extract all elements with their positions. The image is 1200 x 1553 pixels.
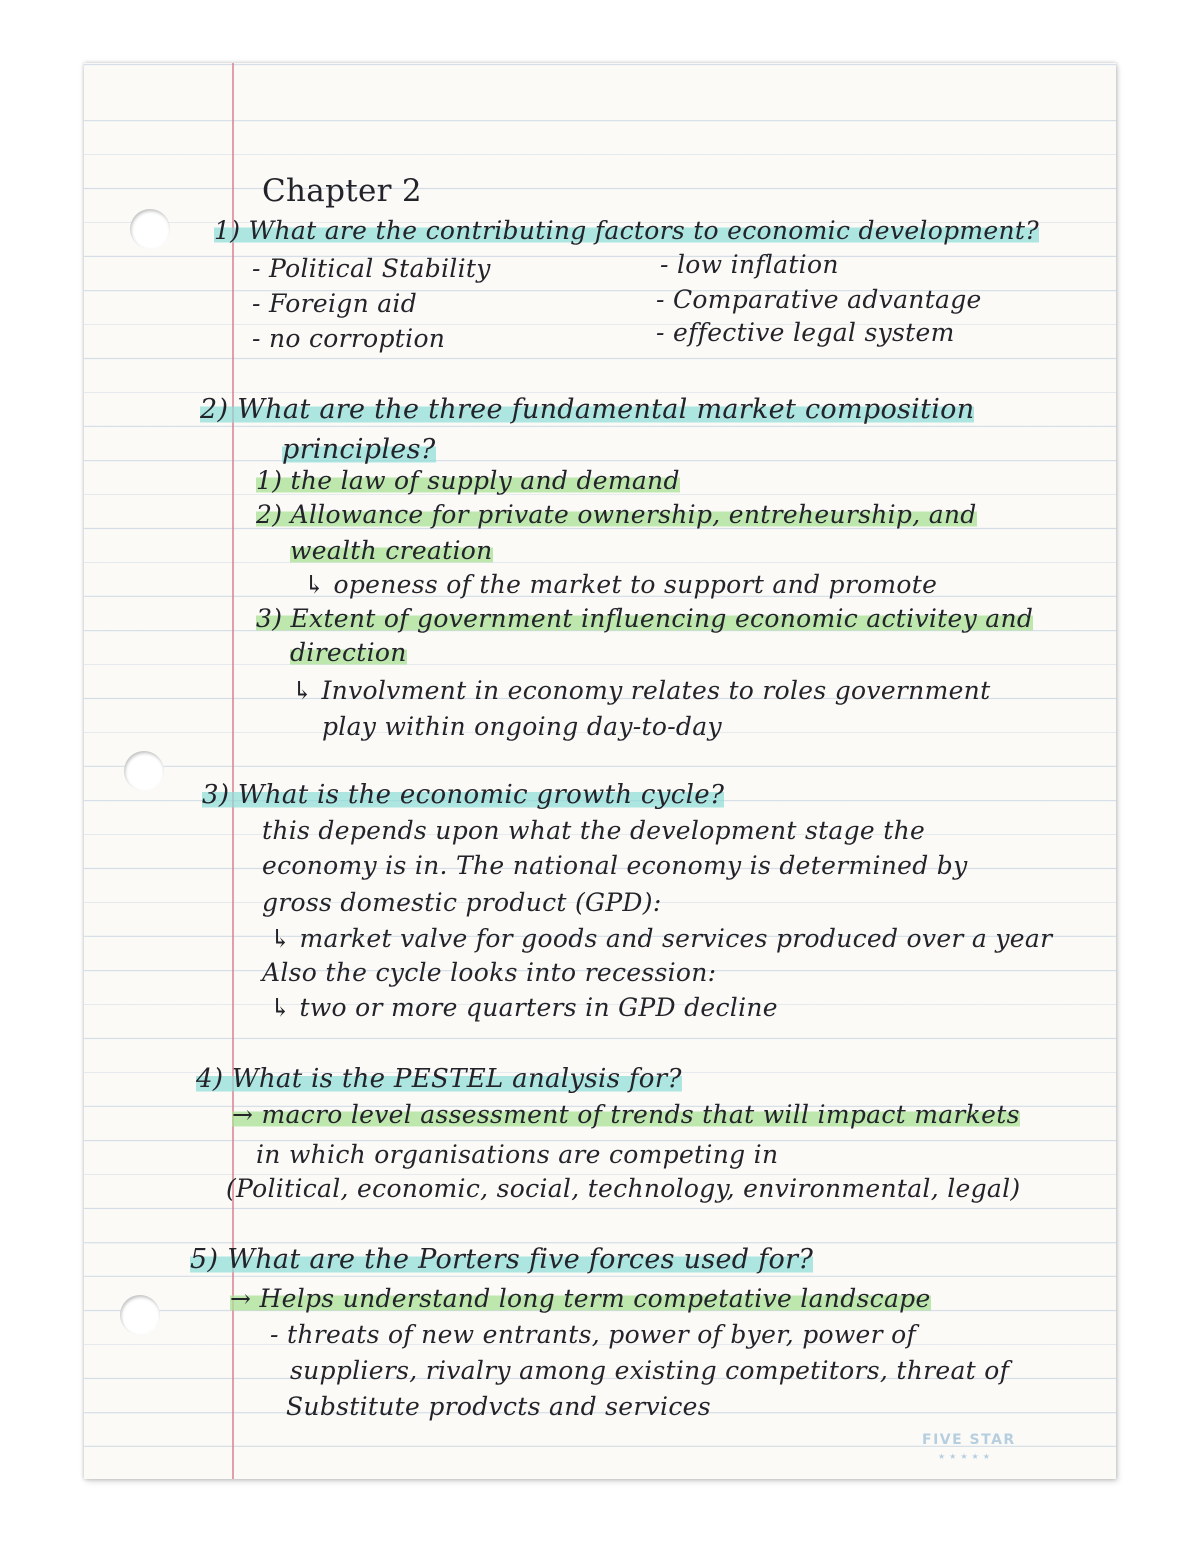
q2-principle <box>256 606 1033 631</box>
q2-note: ↳ openess of the market to support and promote <box>304 570 938 599</box>
q1-factor: - Comparative advantage <box>656 285 982 314</box>
question-2-line-1 <box>200 396 974 423</box>
q3-line: this depends upon what the development stage the <box>262 816 926 845</box>
question-2-line-2 <box>282 436 436 463</box>
five-star-logo: FIVE STAR <box>922 1432 1016 1448</box>
question-3 <box>202 782 724 808</box>
q5-line-text: → Helps understand long term competative landscape <box>230 1284 931 1313</box>
q4-line-text: → macro level assessment of trends that will impact markets <box>232 1100 1020 1129</box>
q2-principle <box>290 640 407 665</box>
q3-line: Also the cycle looks into recession: <box>262 958 717 987</box>
question-2-text: principles? <box>282 434 436 465</box>
question-1-text: 1) What are the contributing factors to economic development? <box>214 216 1039 245</box>
q1-factor: - low inflation <box>660 250 839 279</box>
q1-factor: - Political Stability <box>252 254 491 283</box>
q2-principle-text: 2) Allowance for private ownership, entreheurship, and <box>256 500 977 529</box>
punch-hole <box>124 751 164 791</box>
q3-line: economy is in. The national economy is determined by <box>262 851 968 880</box>
q1-factor: - Foreign aid <box>252 289 418 318</box>
question-5-text: 5) What are the Porters five forces used for? <box>190 1244 814 1275</box>
q3-line: ↳ two or more quarters in GPD decline <box>270 993 778 1022</box>
q4-line: (Political, economic, social, technology, environmental, legal) <box>226 1174 1021 1203</box>
q1-factor: - effective legal system <box>656 318 955 347</box>
q2-principle-text: 3) Extent of government influencing economic activitey and <box>256 604 1034 633</box>
q2-note: play within ongoing day-to-day <box>322 712 722 741</box>
q5-line: suppliers, rivalry among existing competitors, threat of <box>290 1356 1010 1385</box>
q2-principle-text: 1) the law of supply and demand <box>256 466 680 495</box>
q1-factor: - no corroption <box>252 324 446 353</box>
q3-line: gross domestic product (GPD): <box>262 888 662 917</box>
question-4-text: 4) What is the PESTEL analysis for? <box>196 1064 682 1094</box>
question-3-text: 3) What is the economic growth cycle? <box>202 780 725 810</box>
five-star-logo-stars: ★★★★★ <box>938 1452 994 1461</box>
q5-line <box>230 1286 931 1311</box>
q5-line: - threats of new entrants, power of byer, power of <box>270 1320 917 1349</box>
punch-hole <box>120 1295 160 1335</box>
q2-principle <box>256 468 680 493</box>
question-5 <box>190 1246 813 1273</box>
q2-principle <box>290 538 493 563</box>
q5-line: Substitute prodvcts and services <box>286 1392 711 1421</box>
q4-line <box>232 1102 1020 1127</box>
q2-principle <box>256 502 977 527</box>
q4-line: in which organisations are competing in <box>256 1140 779 1169</box>
question-2-text: 2) What are the three fundamental market composition <box>200 394 975 425</box>
chapter-title: Chapter 2 <box>262 173 422 209</box>
q2-principle-text: direction <box>290 638 407 667</box>
q3-line: ↳ market valve for goods and services produced over a year <box>270 924 1053 953</box>
question-4 <box>196 1066 682 1092</box>
q2-note: ↳ Involvment in economy relates to roles government <box>292 676 991 705</box>
question-1 <box>214 218 1039 243</box>
punch-hole <box>130 209 170 249</box>
q2-principle-text: wealth creation <box>290 536 493 565</box>
